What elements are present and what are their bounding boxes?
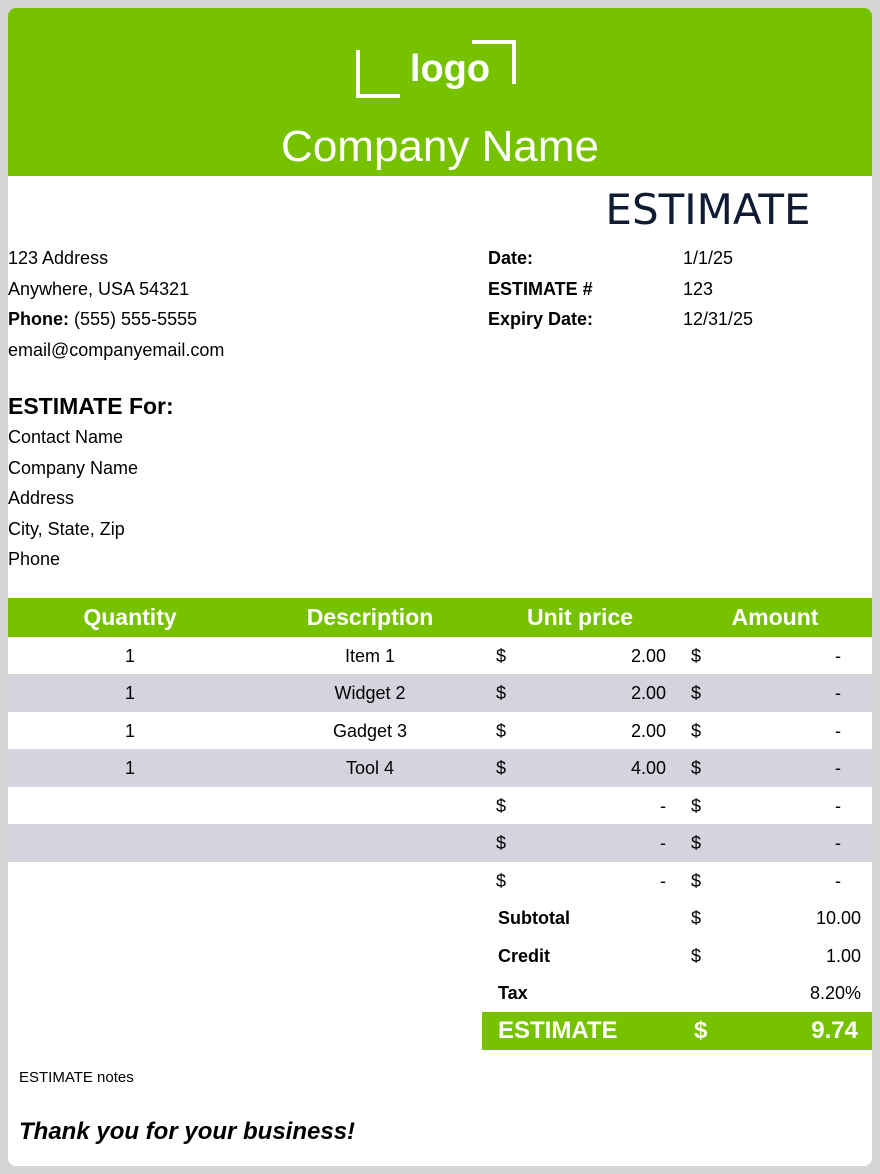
row-amount-currency: $ bbox=[691, 721, 702, 741]
client-company: Company Name bbox=[8, 458, 139, 478]
table-header bbox=[8, 598, 872, 637]
logo-text: logo bbox=[409, 48, 491, 90]
table-row bbox=[8, 712, 872, 750]
tax-label: Tax bbox=[498, 983, 528, 1003]
sender-address-line1: 123 Address bbox=[8, 248, 109, 268]
row-unit-price: 2.00 bbox=[630, 683, 666, 703]
row-unit-currency: $ bbox=[496, 833, 507, 853]
estimate-notes: ESTIMATE notes bbox=[19, 1069, 134, 1086]
row-quantity: 1 bbox=[124, 683, 135, 703]
table-row bbox=[8, 862, 872, 900]
column-header-description: Description bbox=[306, 604, 434, 630]
phone-label: Phone: bbox=[8, 309, 69, 329]
row-unit-price: 2.00 bbox=[630, 646, 666, 666]
estimate-number-label: ESTIMATE # bbox=[488, 279, 593, 299]
row-description: Tool 4 bbox=[345, 758, 395, 778]
row-unit-currency: $ bbox=[496, 683, 507, 703]
date-value: 1/1/25 bbox=[683, 248, 734, 268]
column-header-amount: Amount bbox=[731, 604, 819, 630]
row-quantity bbox=[8, 824, 252, 862]
row-unit-price: - bbox=[660, 871, 666, 891]
row-unit-price: 2.00 bbox=[630, 721, 666, 741]
credit-currency: $ bbox=[691, 946, 702, 966]
expiry-date-value: 12/31/25 bbox=[683, 309, 754, 329]
row-amount: - bbox=[835, 646, 841, 666]
expiry-date-label: Expiry Date: bbox=[488, 309, 594, 329]
estimate-page bbox=[8, 8, 872, 1166]
row-description: Gadget 3 bbox=[332, 721, 408, 741]
header-banner bbox=[8, 8, 872, 176]
row-unit-currency: $ bbox=[496, 871, 507, 891]
thank-you-message: Thank you for your business! bbox=[19, 1118, 356, 1145]
row-description: Widget 2 bbox=[334, 683, 406, 703]
row-amount-currency: $ bbox=[691, 683, 702, 703]
document-title: ESTIMATE bbox=[605, 185, 811, 234]
table-row bbox=[8, 824, 872, 862]
row-amount-currency: $ bbox=[691, 646, 702, 666]
company-name: Company Name bbox=[281, 122, 599, 171]
row-quantity: 1 bbox=[124, 646, 135, 666]
row-unit-currency: $ bbox=[496, 646, 507, 666]
subtotal-currency: $ bbox=[691, 908, 702, 928]
client-phone: Phone bbox=[8, 549, 61, 569]
sender-address-line2: Anywhere, USA 54321 bbox=[8, 279, 190, 299]
sender-phone-line bbox=[8, 308, 197, 330]
row-amount: - bbox=[835, 871, 841, 891]
credit-value: 1.00 bbox=[825, 946, 861, 966]
row-unit-price: 4.00 bbox=[630, 758, 666, 778]
row-unit-price: - bbox=[660, 796, 666, 816]
client-contact: Contact Name bbox=[8, 427, 124, 447]
estimate-for-heading: ESTIMATE For: bbox=[8, 393, 174, 419]
row-unit-currency: $ bbox=[496, 758, 507, 778]
column-header-quantity: Quantity bbox=[83, 604, 177, 630]
row-unit-currency: $ bbox=[496, 721, 507, 741]
row-amount: - bbox=[835, 721, 841, 741]
column-header-unit-price: Unit price bbox=[526, 604, 634, 630]
table-row bbox=[8, 637, 872, 675]
row-unit-currency: $ bbox=[496, 796, 507, 816]
row-description bbox=[252, 787, 488, 825]
subtotal-row bbox=[8, 899, 872, 937]
row-amount: - bbox=[835, 796, 841, 816]
table-row bbox=[8, 674, 872, 712]
table-row bbox=[8, 749, 872, 787]
row-amount-currency: $ bbox=[691, 833, 702, 853]
row-quantity bbox=[8, 862, 252, 900]
total-label: ESTIMATE bbox=[498, 1017, 618, 1044]
row-quantity: 1 bbox=[124, 721, 135, 741]
subtotal-label: Subtotal bbox=[498, 908, 570, 928]
row-quantity bbox=[8, 787, 252, 825]
row-amount: - bbox=[835, 683, 841, 703]
row-amount-currency: $ bbox=[691, 796, 702, 816]
estimate-total-bar bbox=[482, 1012, 872, 1050]
tax-row bbox=[8, 974, 872, 1012]
total-currency: $ bbox=[694, 1017, 708, 1044]
credit-label: Credit bbox=[498, 946, 551, 966]
logo-icon bbox=[354, 38, 518, 102]
row-quantity: 1 bbox=[124, 758, 135, 778]
client-city: City, State, Zip bbox=[8, 519, 125, 539]
phone-value: (555) 555-5555 bbox=[74, 309, 198, 329]
client-address: Address bbox=[8, 488, 75, 508]
total-value: 9.74 bbox=[811, 1017, 858, 1044]
subtotal-value: 10.00 bbox=[815, 908, 861, 928]
estimate-number-value: 123 bbox=[683, 279, 714, 299]
date-label: Date: bbox=[488, 248, 534, 268]
sender-email: email@companyemail.com bbox=[8, 340, 225, 360]
row-description bbox=[252, 862, 488, 900]
row-amount: - bbox=[835, 833, 841, 853]
row-amount-currency: $ bbox=[691, 871, 702, 891]
tax-value: 8.20% bbox=[809, 983, 861, 1003]
row-description: Item 1 bbox=[344, 646, 396, 666]
row-amount: - bbox=[835, 758, 841, 778]
credit-row bbox=[8, 937, 872, 975]
row-unit-price: - bbox=[660, 833, 666, 853]
table-row bbox=[8, 787, 872, 825]
row-amount-currency: $ bbox=[691, 758, 702, 778]
row-description bbox=[252, 824, 488, 862]
